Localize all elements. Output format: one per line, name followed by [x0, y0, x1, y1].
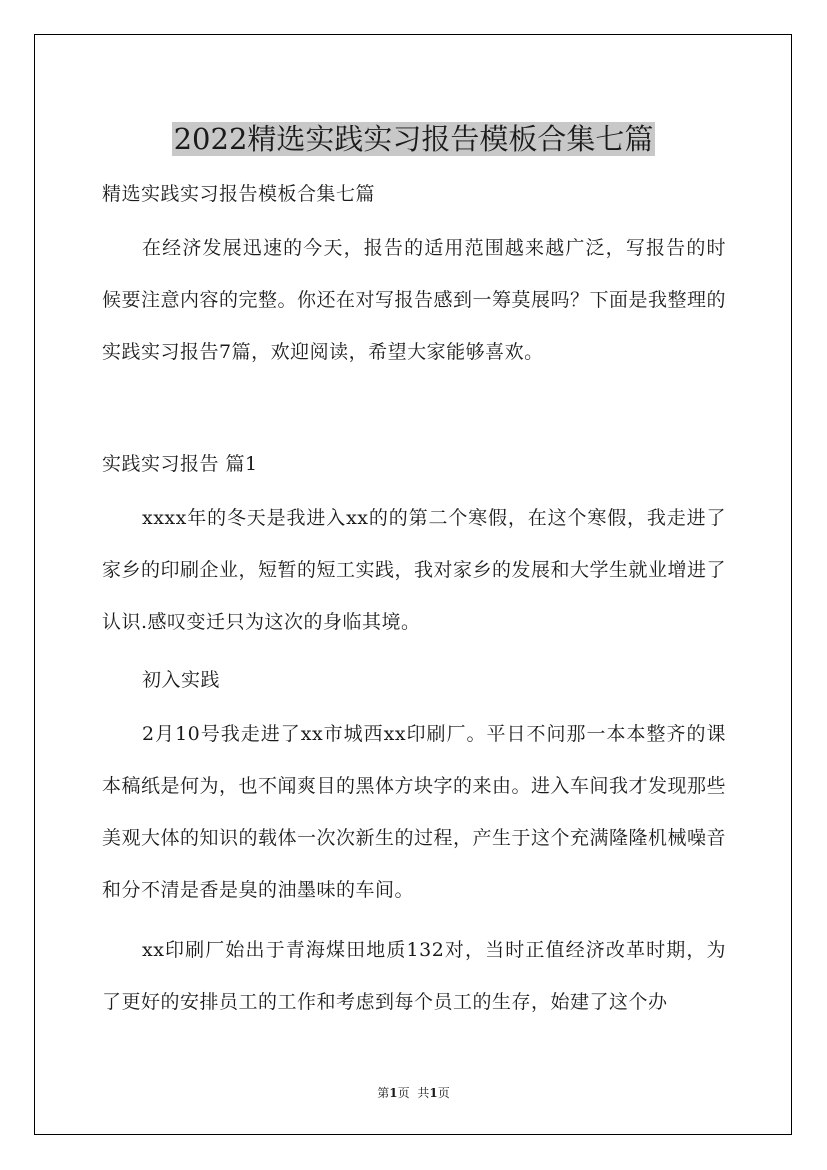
page-prefix: 第 — [377, 1086, 390, 1100]
section-heading: 实践实习报告 篇1 — [102, 453, 258, 475]
page-footer — [0, 1083, 827, 1103]
intro-paragraph: 在经济发展迅速的今天，报告的适用范围越来越广泛，写报告的时候要注意内容的完整。你还在对写报告感到一筹莫展吗？下面是我整理的实践实习报告7篇，欢迎阅读，希望大家能够喜欢。 — [102, 237, 727, 363]
body-paragraph-1: xxxx年的冬天是我进入xx的的第二个寒假，在这个寒假，我走进了家乡的印刷企业，短暂的短工实践，我对家乡的发展和大学生就业增进了认识.感叹变迁只为这次的身临其境。 — [102, 507, 727, 633]
subheading-initial-practice: 初入实践 — [142, 669, 221, 691]
total-prefix: 共 — [417, 1086, 430, 1100]
page-suffix: 页 — [397, 1086, 410, 1100]
body-paragraph-3: xx印刷厂始出于青海煤田地质132对，当时正值经济改革时期，为了更好的安排员工的工作和考虑到每个员工的生存，始建了这个办 — [102, 939, 726, 1013]
document-title-text: 2022精选实践实习报告模板合集七篇 — [173, 122, 654, 157]
page-number: 1 — [389, 1086, 398, 1100]
document-title — [0, 119, 827, 159]
body-paragraph-2: 2月10号我走进了xx市城西xx印刷厂。平日不问那一本本整齐的课本稿纸是何为，也不闻爽目的黑体方块字的来由。进入车间我才发现那些美观大体的知识的载体一次次新生的过程，产生于这个充满隆隆机械噪音和分不清是香是臭的油墨味的车间。 — [102, 723, 727, 901]
document-subtitle: 精选实践实习报告模板合集七篇 — [102, 183, 376, 205]
total-pages: 1 — [429, 1086, 438, 1100]
total-suffix: 页 — [437, 1086, 450, 1100]
